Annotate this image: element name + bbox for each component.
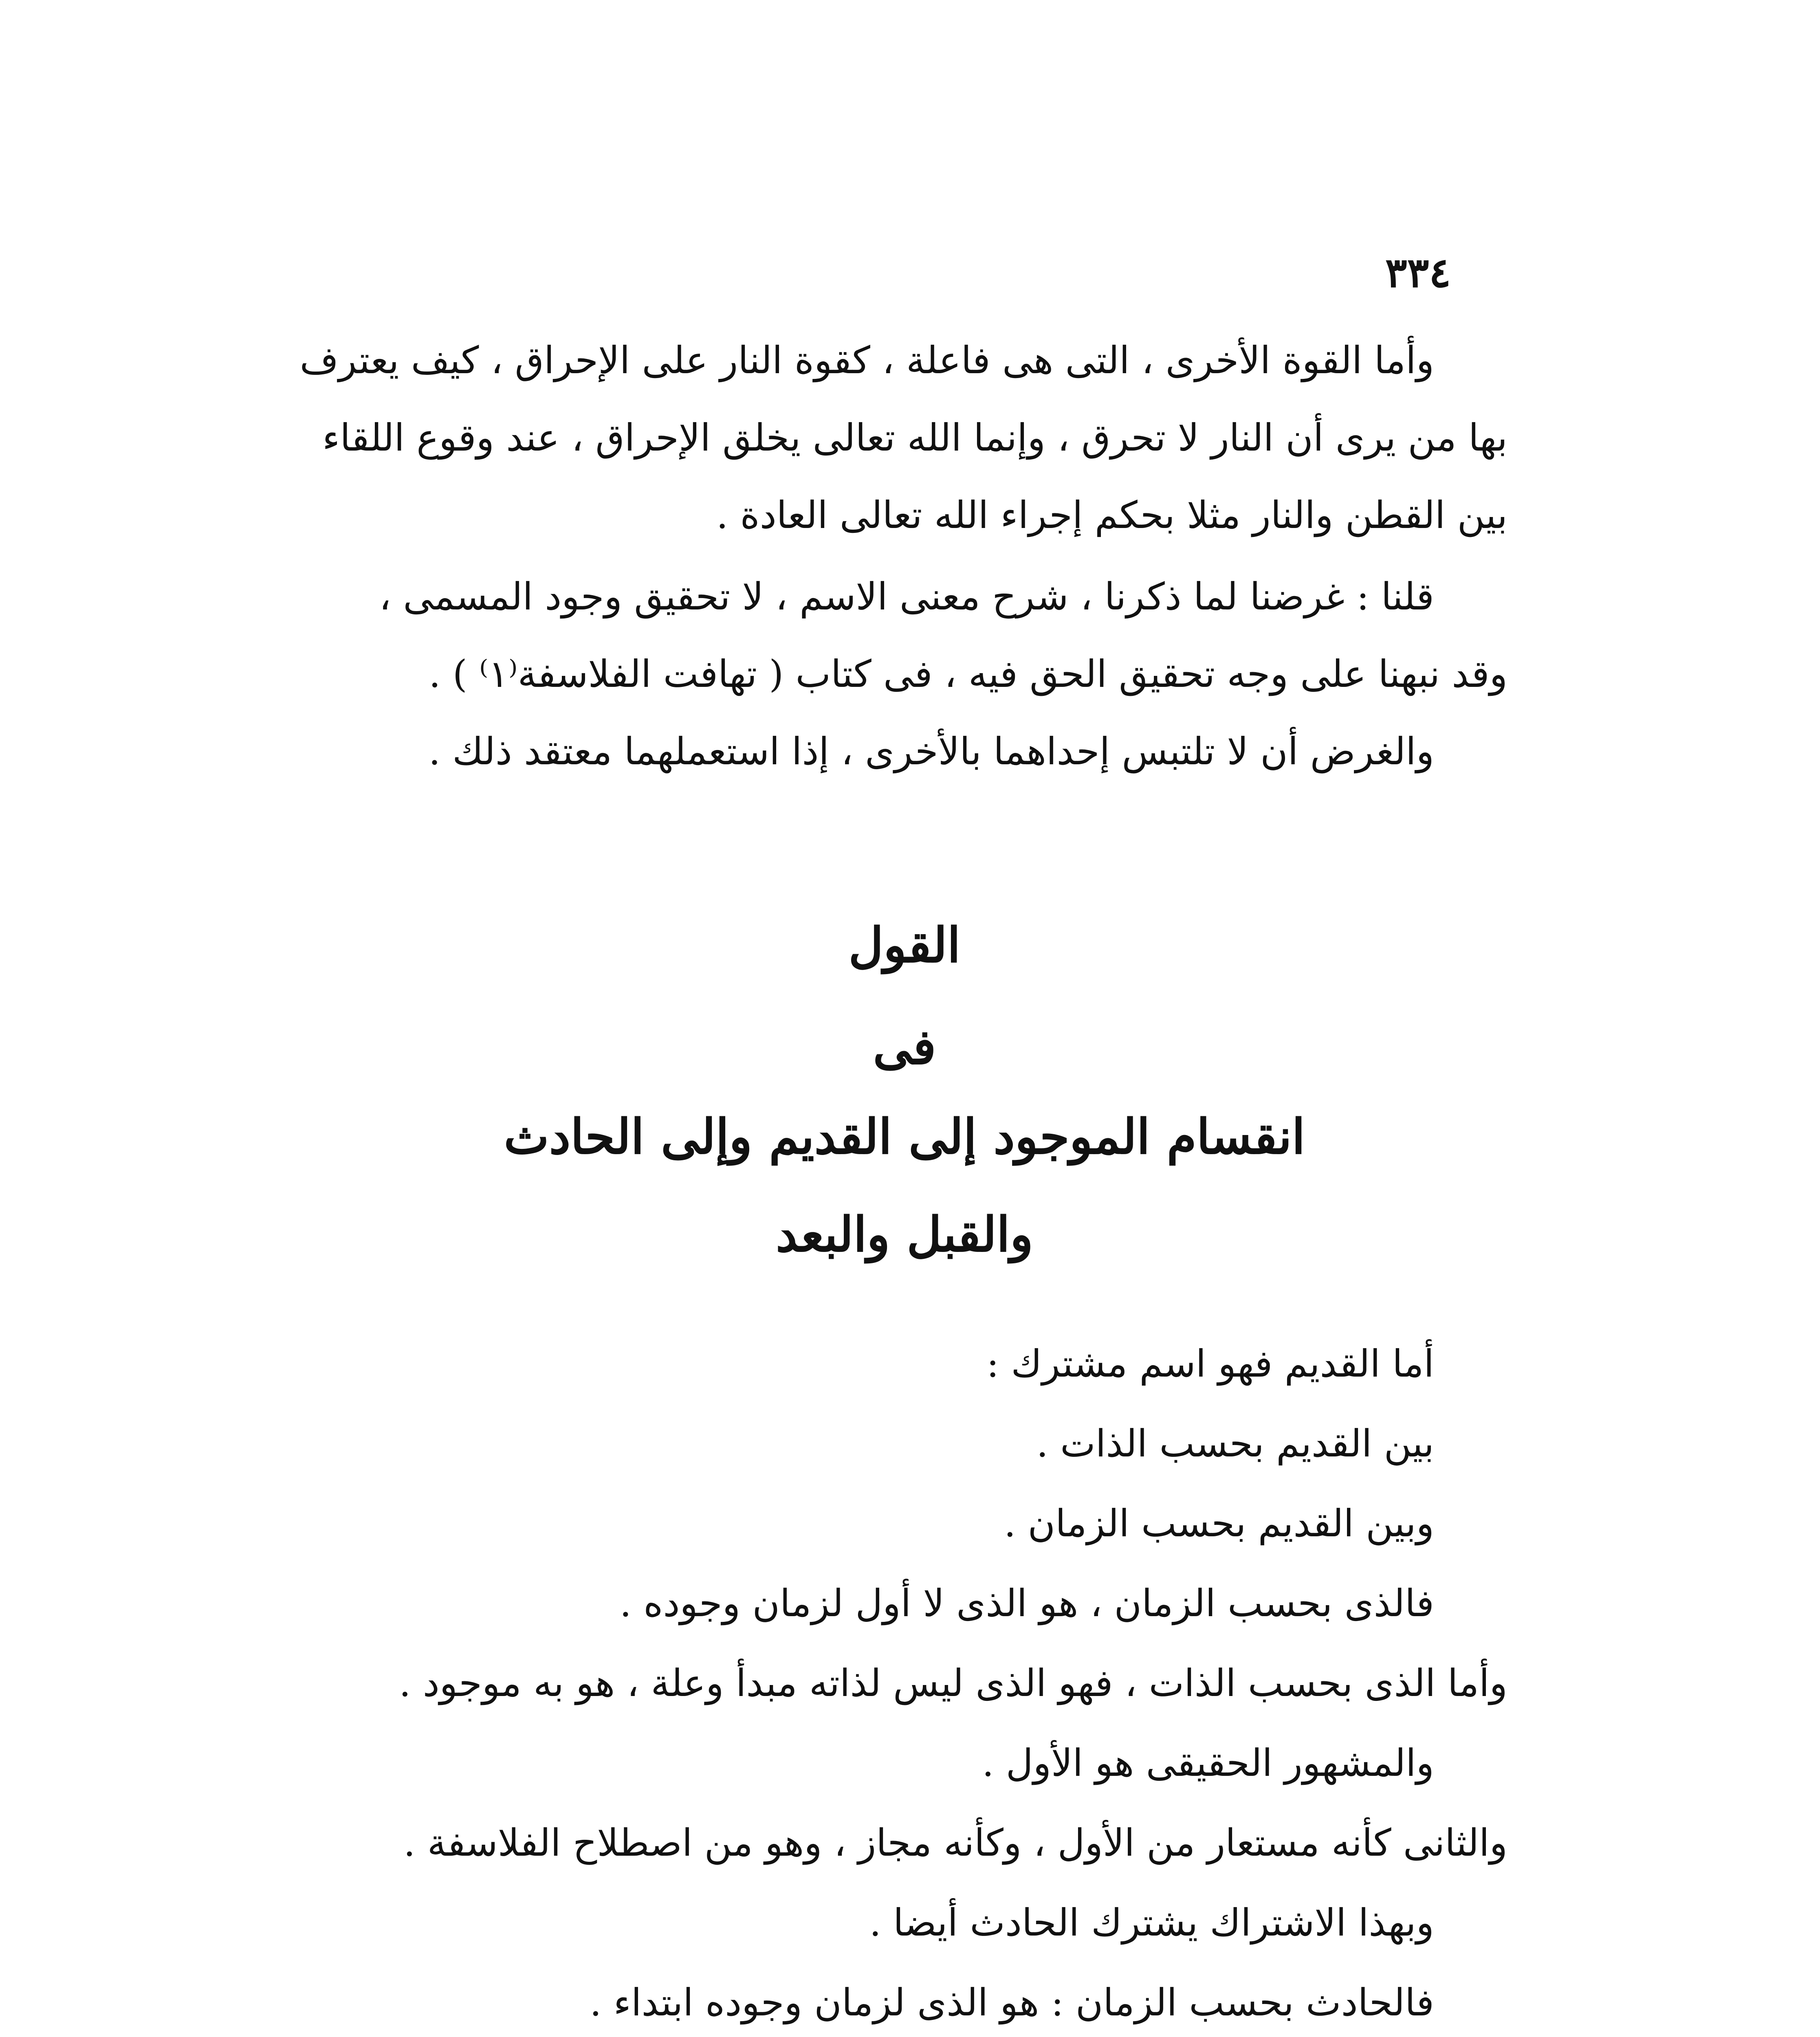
reply-paragraph bbox=[301, 558, 1507, 790]
body-line: وبهذا الاشتراك يشترك الحادث أيضا . bbox=[869, 1901, 1434, 1945]
paragraph-line: وقد نبهنا على وجه تحقيق الحق فيه ، فى كتاب ( تهافت الفلاسفة⁽١⁾ ) . bbox=[429, 652, 1507, 696]
section-body bbox=[301, 1324, 1507, 2037]
paragraph-line: قلنا : غرضنا لما ذكرنا ، شرح معنى الاسم ، لا تحقيق وجود المسمى ، bbox=[379, 575, 1434, 618]
paragraph-line: والغرض أن لا تلتبس إحداهما بالأخرى ، إذا استعملهما معتقد ذلك . bbox=[428, 730, 1434, 773]
paragraph-line: بها من يرى أن النار لا تحرق ، وإنما الله تعالى يخلق الإحراق ، عند وقوع اللقاء bbox=[322, 416, 1507, 460]
page-number: ٣٣٤ bbox=[1385, 249, 1451, 297]
body-line: بين القديم بحسب الذات . bbox=[1036, 1422, 1434, 1465]
body-line: فالذى بحسب الزمان ، هو الذى لا أول لزمان وجوده . bbox=[619, 1582, 1434, 1625]
body-line: أما القديم فهو اسم مشترك : bbox=[986, 1342, 1434, 1386]
body-line: والمشهور الحقيقى هو الأول . bbox=[982, 1741, 1434, 1785]
section-heading-line-4: والقبل والبعد bbox=[776, 1206, 1033, 1263]
section-heading-line-2: فى bbox=[873, 1018, 936, 1075]
section-heading-line-1: القول bbox=[848, 917, 961, 973]
opening-paragraph bbox=[301, 322, 1507, 554]
body-line: وبين القديم بحسب الزمان . bbox=[1004, 1502, 1434, 1545]
paragraph-line: بين القطن والنار مثلا بحكم إجراء الله تعالى العادة . bbox=[716, 493, 1507, 537]
body-line: وأما الذى بحسب الذات ، فهو الذى ليس لذاته مبدأ وعلة ، هو به موجود . bbox=[399, 1661, 1507, 1705]
section-heading-line-3: انقسام الموجود إلى القديم وإلى الحادث bbox=[504, 1108, 1305, 1165]
body-line: والثانى كأنه مستعار من الأول ، وكأنه مجاز ، وهو من اصطلاح الفلاسفة . bbox=[403, 1821, 1507, 1865]
paragraph-line: وأما القوة الأخرى ، التى هى فاعلة ، كقوة النار على الإحراق ، كيف يعترف bbox=[299, 339, 1434, 382]
body-line: فالحادث بحسب الزمان : هو الذى لزمان وجوده ابتداء . bbox=[590, 1981, 1434, 2024]
